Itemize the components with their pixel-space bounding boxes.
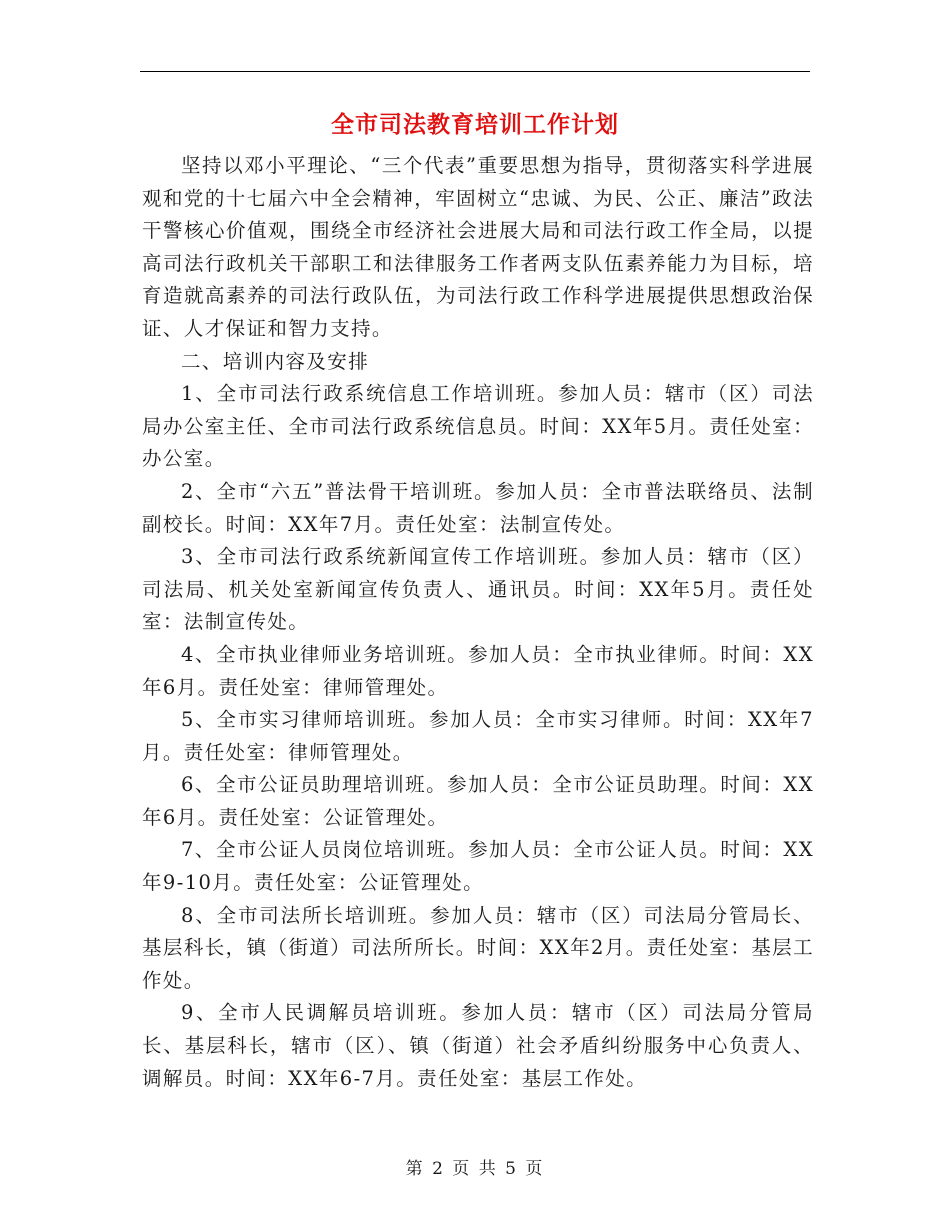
document-title: 全市司法教育培训工作计划	[331, 111, 619, 138]
section-heading-training-content: 二、培训内容及安排	[181, 349, 370, 373]
paragraph-guiding-principle: 坚持以邓小平理论、“三个代表”重要思想为指导，贯彻落实科学进展观和党的十七届六中全会精神，牢固树立“忠诚、为民、公正、廉洁”政法干警核心价值观，围绕全市经济社会进展大局和司法行政工作全局，以提高司法行政机关干部职工和法律服务工作者两支队伍素养能力为目标，培育造就高素养的司法行政队伍，为司法行政工作科学进展提供思想政治保证、人才保证和智力支持。	[142, 154, 814, 340]
list-item-training-9: 9、全市人民调解员培训班。参加人员：辖市（区）司法局分管局长、基层科长，辖市（区）、镇（街道）社会矛盾纠纷服务中心负责人、调解员。时间：XX年6-7月。责任处室：基层工作处。	[142, 1001, 814, 1090]
list-item-training-5: 5、全市实习律师培训班。参加人员：全市实习律师。时间：XX年7月。责任处室：律师管理处。	[142, 708, 814, 764]
list-item-training-3: 3、全市司法行政系统新闻宣传工作培训班。参加人员：辖市（区）司法局、机关处室新闻宣传负责人、通讯员。时间：XX年5月。责任处室：法制宣传处。	[142, 545, 814, 634]
list-item-training-7: 7、全市公证人员岗位培训班。参加人员：全市公证人员。时间：XX年9-10月。责任处室：公证管理处。	[142, 838, 814, 895]
list-item-training-8: 8、全市司法所长培训班。参加人员：辖市（区）司法局分管局长、基层科长，镇（街道）司法所所长。时间：XX年2月。责任处室：基层工作处。	[142, 903, 814, 992]
list-item-training-6: 6、全市公证员助理培训班。参加人员：全市公证员助理。时间：XX年6月。责任处室：公证管理处。	[142, 773, 814, 829]
list-item-training-1: 1、全市司法行政系统信息工作培训班。参加人员：辖市（区）司法局办公室主任、全市司法行政系统信息员。时间：XX年5月。责任处室：办公室。	[142, 382, 814, 471]
document-body	[142, 150, 814, 1095]
list-item-training-2: 2、全市“六五”普法骨干培训班。参加人员：全市普法联络员、法制副校长。时间：XX年7月。责任处室：法制宣传处。	[142, 479, 814, 536]
list-item-training-4: 4、全市执业律师业务培训班。参加人员：全市执业律师。时间：XX年6月。责任处室：律师管理处。	[142, 642, 814, 699]
page-number-footer: 第 2 页 共 5 页	[405, 1159, 545, 1179]
header-rule	[140, 71, 810, 72]
